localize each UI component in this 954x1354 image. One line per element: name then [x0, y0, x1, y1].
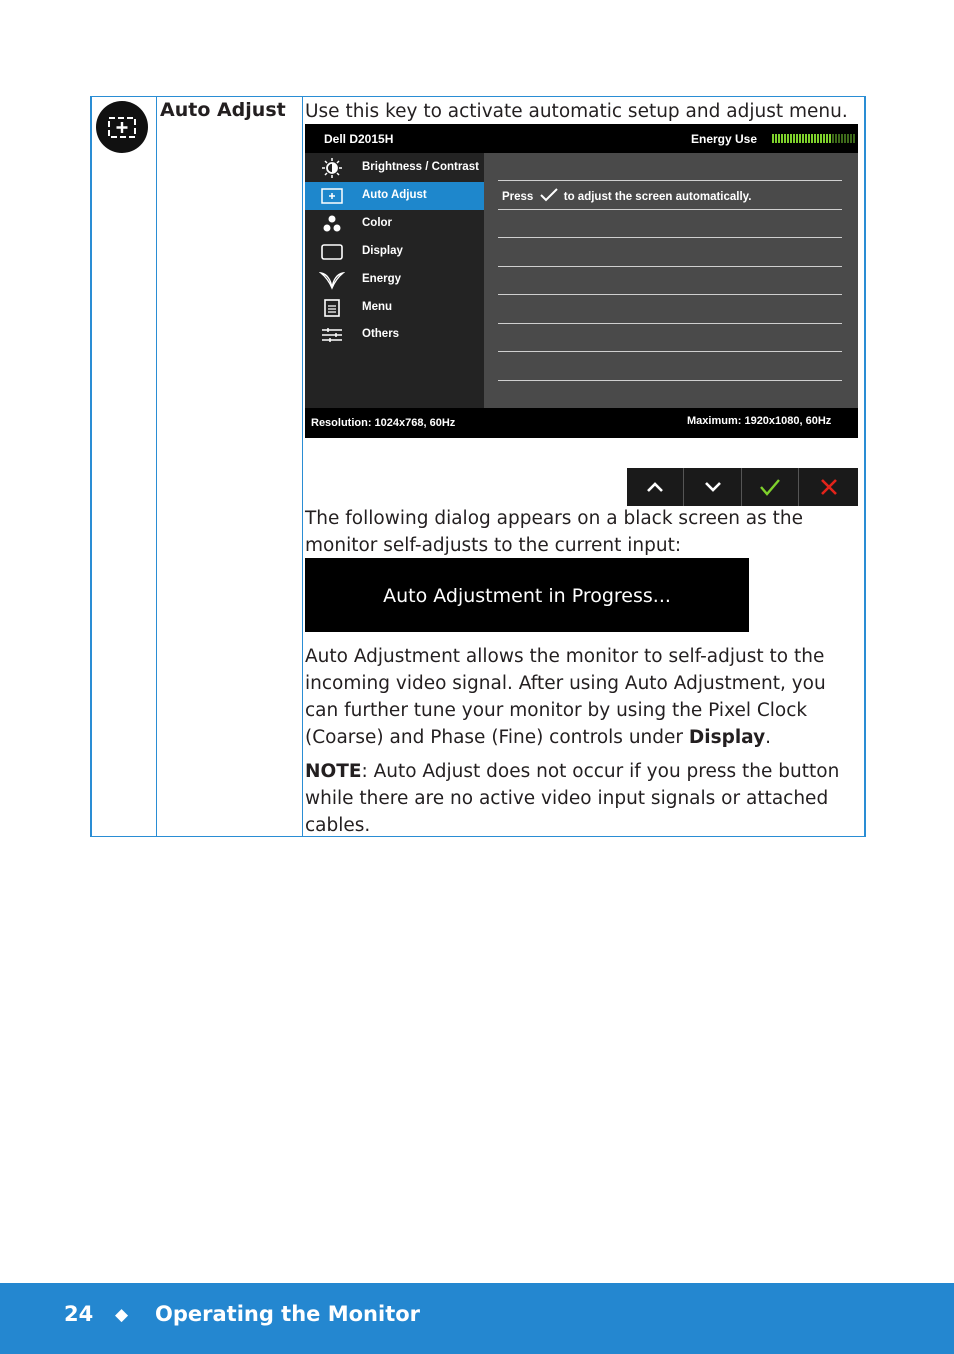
close-icon [820, 478, 838, 496]
energy-bar [799, 134, 801, 143]
energy-bar [808, 134, 810, 143]
osd-item-energy[interactable]: Energy [305, 266, 484, 294]
energy-bar [787, 134, 789, 143]
energy-bar [832, 134, 834, 143]
energy-bar [778, 134, 780, 143]
note-text: NOTE: Auto Adjust does not occur if you press the button while there are no active video input signals or attached cables. [305, 761, 840, 836]
page-footer [0, 1283, 954, 1354]
osd-maximum: Maximum: 1920x1080, 60Hz [687, 415, 832, 427]
energy-bar [814, 134, 816, 143]
osd-menu [305, 153, 484, 408]
color-icon [319, 214, 345, 234]
energy-bar [790, 134, 792, 143]
body-text: Auto Adjustment allows the monitor to self-adjust to the incoming video signal. After using Auto Adjustment, you can further tune your monitor by using the Pixel Clock (Coarse) and Phase (Fine) controls under Display. [305, 646, 826, 748]
energy-bar [796, 134, 798, 143]
osd-header [305, 124, 858, 153]
osd-resolution: Resolution: 1024x768, 60Hz [311, 417, 456, 429]
check-icon [759, 478, 781, 496]
osd-screenshot [305, 124, 858, 438]
row-label: Auto Adjust [160, 99, 286, 121]
display-icon [319, 242, 345, 262]
osd-item-display[interactable]: Display [305, 238, 484, 266]
section-title: Operating the Monitor [155, 1302, 421, 1326]
down-key[interactable] [684, 468, 742, 506]
osd-energy-label: Energy Use [691, 132, 758, 146]
energy-bar [802, 134, 804, 143]
osd-item-brightness-contrast[interactable]: Brightness / Contrast [305, 154, 484, 182]
osd-item-color[interactable]: Color [305, 210, 484, 238]
energy-bar [829, 134, 831, 143]
energy-bar [820, 134, 822, 143]
menu-table [90, 96, 866, 837]
osd-model: Dell D2015H [324, 132, 394, 146]
separator-icon: ◆ [115, 1305, 129, 1325]
others-icon [319, 325, 345, 345]
up-key[interactable] [627, 468, 684, 506]
column-divider [302, 97, 303, 836]
energy-meter-icon [772, 134, 856, 143]
column-divider [156, 97, 157, 836]
brightness-icon [319, 158, 345, 178]
menu-icon [319, 298, 345, 318]
energy-bar [784, 134, 786, 143]
dialog-intro-text: The following dialog appears on a black screen as the monitor self-adjusts to the current input: [305, 508, 804, 556]
osd-item-auto-adjust[interactable]: Auto Adjust [305, 182, 484, 210]
energy-bar [772, 134, 774, 143]
osd-press-hint: Press to adjust the screen automatically. [502, 188, 751, 203]
exit-key[interactable] [799, 468, 858, 506]
energy-bar [775, 134, 777, 143]
energy-bar [823, 134, 825, 143]
energy-bar [841, 134, 843, 143]
page-number: 24 [64, 1302, 94, 1326]
up-arrow-icon [646, 481, 664, 493]
osd-footer [305, 408, 858, 438]
energy-bar [838, 134, 840, 143]
energy-bar [817, 134, 819, 143]
osd-item-others[interactable]: Others [305, 321, 484, 349]
auto-adjust-dialog: Auto Adjustment in Progress... [305, 558, 749, 632]
check-icon [540, 188, 558, 202]
auto-adjust-icon [96, 101, 148, 153]
energy-bar [793, 134, 795, 143]
energy-bar [805, 134, 807, 143]
energy-bar [847, 134, 849, 143]
energy-bar [844, 134, 846, 143]
energy-bar [835, 134, 837, 143]
energy-bar [850, 134, 852, 143]
front-panel-keys [627, 468, 858, 506]
osd-panel [484, 153, 858, 408]
down-arrow-icon [704, 481, 722, 493]
energy-bar [826, 134, 828, 143]
energy-bar [853, 134, 855, 143]
osd-item-menu[interactable]: Menu [305, 294, 484, 322]
ok-key[interactable] [742, 468, 799, 506]
energy-icon [319, 270, 345, 290]
auto-adjust-icon [319, 186, 345, 206]
energy-bar [811, 134, 813, 143]
intro-text: Use this key to activate automatic setup and adjust menu. [305, 101, 848, 122]
energy-bar [781, 134, 783, 143]
